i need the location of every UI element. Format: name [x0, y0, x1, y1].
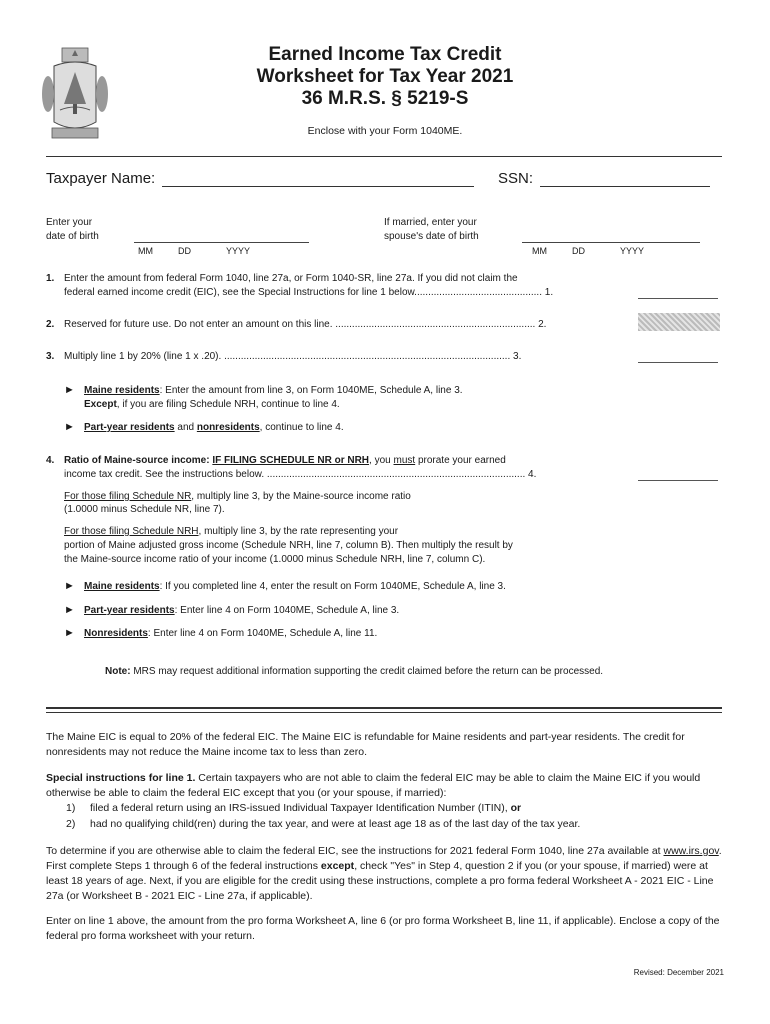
note: Note: MRS may request additional information supporting the credit claimed before the return can be processed. — [105, 666, 604, 677]
spouse-dob-dd: DD — [572, 246, 585, 256]
instructions-paragraph-1: The Maine EIC is equal to 20% of the federal EIC. The Maine EIC is refundable for Maine residents and part-year residents. The credit for nonresidents may not reduce the Maine income tax to less than zero. — [46, 731, 685, 758]
item-2-text: had no qualifying child(ren) during the tax year, and were at least age 18 as of the last day of the tax year. — [90, 818, 581, 830]
arrow-icon: ► — [64, 580, 75, 592]
schedule-nrh-text-2: portion of Maine adjusted gross income (Schedule NRH, line 7, column B). Then multiply the result by — [64, 540, 513, 551]
spouse-dob-label-1: If married, enter your — [384, 217, 477, 228]
line-3-number: 3. — [46, 351, 55, 362]
line-4-text-a: Ratio of Maine-source income: IF FILING SCHEDULE NR or NRH, you must prorate your earned — [64, 455, 506, 466]
arrow-icon: ► — [64, 627, 75, 639]
item-1-text: filed a federal return using an IRS-issued Individual Taxpayer Identification Number (ITIN), or — [90, 802, 522, 814]
dob-mm: MM — [138, 246, 153, 256]
spouse-dob-mm: MM — [532, 246, 547, 256]
form-title-line-2: Worksheet for Tax Year 2021 — [256, 66, 514, 87]
taxpayer-name-field[interactable] — [162, 186, 474, 187]
dob-label-1: Enter your — [46, 217, 93, 228]
ssn-label: SSN: — [498, 170, 534, 187]
line-1-number: 1. — [46, 273, 55, 284]
section-divider-thin — [46, 712, 722, 713]
line-1-text-a: Enter the amount from federal Form 1040, line 27a, or Form 1040-SR, line 27a. If you did not claim the — [64, 273, 518, 284]
divider — [46, 156, 722, 157]
bullet-maine-residents: Maine residents: Enter the amount from line 3, on Form 1040ME, Schedule A, line 3. — [84, 385, 463, 396]
schedule-nrh-text-1: For those filing Schedule NRH, multiply line 3, by the rate representing your — [64, 526, 399, 537]
ssn-field[interactable] — [540, 186, 710, 187]
arrow-icon: ► — [64, 604, 75, 616]
line-3-text: Multiply line 1 by 20% (line 1 x .20). ....................................................................................................... 3. — [64, 351, 522, 362]
arrow-icon: ► — [64, 384, 75, 396]
bullet-maine-except: Except, if you are filing Schedule NRH, continue to line 4. — [84, 399, 340, 410]
dob-field[interactable] — [134, 242, 309, 243]
schedule-nrh-text-3: the Maine-source income ratio of your income (1.0000 minus Schedule NRH, line 7, column C). — [64, 554, 486, 565]
instructions-paragraph-4: Enter on line 1 above, the amount from the pro forma Worksheet A, line 6 (or pro forma Worksheet B, line 11, if applicable). Enclose a copy of the federal pro forma worksheet with your return. — [46, 915, 720, 942]
line-1-text-b: federal earned income credit (EIC), see the Special Instructions for line 1 below.............................................. 1. — [64, 287, 554, 298]
arrow-icon: ► — [64, 421, 75, 433]
dob-dd: DD — [178, 246, 191, 256]
form-title-line-1: Earned Income Tax Credit — [268, 44, 502, 65]
bullet-part-year-result: Part-year residents: Enter line 4 on Form 1040ME, Schedule A, line 3. — [84, 605, 400, 616]
special-instructions: Special instructions for line 1. Certain taxpayers who are not able to claim the federal EIC may be able to claim the Maine EIC if you would otherwise be able to claim the federal EIC except that you (or your spouse, if married): — [46, 772, 701, 799]
line-2-number: 2. — [46, 319, 55, 330]
item-2-number: 2) — [66, 818, 76, 830]
item-1-number: 1) — [66, 802, 76, 814]
line-4-number: 4. — [46, 455, 55, 466]
bullet-part-year: Part-year residents and nonresidents, continue to line 4. — [84, 422, 344, 433]
line-1-amount[interactable] — [638, 298, 718, 299]
taxpayer-name-label: Taxpayer Name: — [46, 170, 156, 187]
line-4-amount[interactable] — [638, 480, 718, 481]
revised-date: Revised: December 2021 — [633, 968, 724, 977]
instructions-paragraph-3: To determine if you are otherwise able to claim the federal EIC, see the instructions for 2021 federal Form 1040, line 27a available at www.irs.gov. First complete Steps 1 through 6 of the federal instructions except, check "Yes" in Step 4, question 2 if you (or your spouse, if married) were at least 18 years of age. Next, if you are eligible for the credit using these instructions, complete a pro forma federal Worksheet A - 2021 EIC - Line 27a (or Worksheet B - 2021 EIC - Line 27a, if applicable). — [46, 845, 722, 902]
schedule-nr-text-2: (1.0000 minus Schedule NR, line 7). — [64, 504, 225, 515]
schedule-nr-text-1: For those filing Schedule NR, multiply line 3, by the Maine-source income ratio — [64, 491, 411, 502]
spouse-dob-yyyy: YYYY — [620, 246, 645, 256]
line-4-text-b: income tax credit. See the instructions below. ............................................................................................. 4. — [64, 469, 537, 480]
line-2-shaded-box — [638, 313, 720, 331]
irs-link[interactable]: www.irs.gov — [663, 845, 719, 857]
form-title-line-3: 36 M.R.S. § 5219-S — [301, 88, 469, 109]
enclose-note: Enclose with your Form 1040ME. — [307, 125, 463, 137]
dob-yyyy: YYYY — [226, 246, 251, 256]
section-divider — [46, 707, 722, 709]
bullet-maine-result: Maine residents: If you completed line 4, enter the result on Form 1040ME, Schedule A, line 3. — [84, 581, 506, 592]
bullet-nonresidents-result: Nonresidents: Enter line 4 on Form 1040ME, Schedule A, line 11. — [84, 628, 378, 639]
spouse-dob-label-2: spouse's date of birth — [384, 231, 479, 242]
dob-label-2: date of birth — [46, 231, 99, 242]
spouse-dob-field[interactable] — [522, 242, 700, 243]
line-2-text: Reserved for future use. Do not enter an amount on this line. ........................................................................ 2. — [64, 319, 547, 330]
line-3-amount[interactable] — [638, 362, 718, 363]
